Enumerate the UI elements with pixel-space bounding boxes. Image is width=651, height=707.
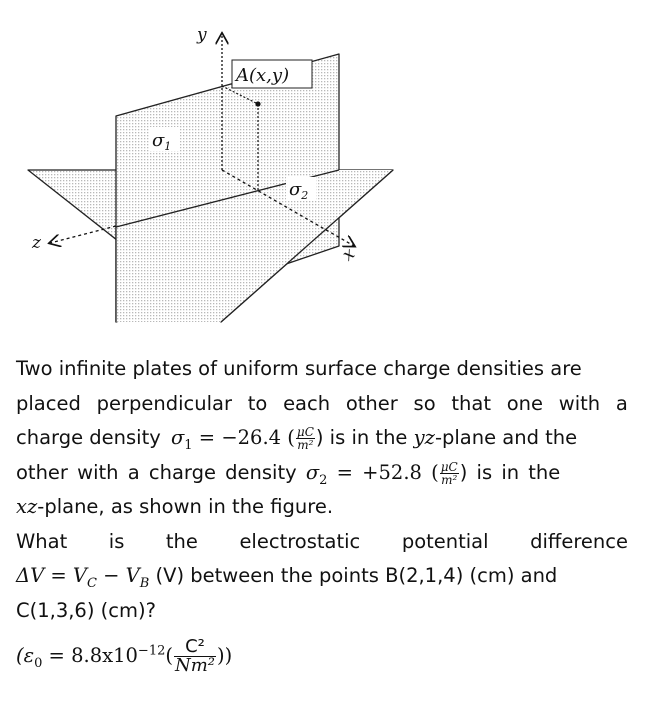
unit-numerator: μC xyxy=(440,459,458,474)
word: electrostatic xyxy=(239,529,361,553)
word: to xyxy=(247,391,268,415)
delta-v-expression-cont: − V xyxy=(96,564,140,587)
delta-v-expression: ΔV = V xyxy=(16,564,87,587)
word: each xyxy=(283,391,331,415)
x-axis-label: x xyxy=(338,243,359,266)
problem-line-9 xyxy=(16,638,628,675)
epsilon-exponent: −12 xyxy=(137,643,166,659)
sigma1-symbol: σ xyxy=(170,426,185,449)
text-segment: charge density xyxy=(16,426,161,449)
word: potential xyxy=(401,529,489,553)
sigma1-value: = −26.4 ( xyxy=(192,426,295,449)
unit-fraction-2 xyxy=(440,461,459,486)
unit-numerator: μC xyxy=(296,425,314,439)
z-axis-label: z xyxy=(32,233,41,253)
vb-sub: B xyxy=(139,575,150,591)
problem-line-2 xyxy=(16,387,628,422)
unit-numerator: C² xyxy=(174,638,216,657)
problem-line-8: C(1,3,6) (cm)? xyxy=(16,598,156,622)
word: is xyxy=(108,529,125,553)
word: placed xyxy=(16,391,81,415)
word: so xyxy=(413,391,436,415)
unit-denominator: m² xyxy=(297,438,314,452)
sigma1-label: $\sigma_1$ xyxy=(152,130,172,153)
problem-line-5 xyxy=(16,490,628,525)
word: other xyxy=(345,391,398,415)
word: with xyxy=(558,391,601,415)
text-segment: ) is in the xyxy=(315,426,408,449)
problem-line-7 xyxy=(16,559,628,594)
unit-fraction-1 xyxy=(296,426,315,451)
sigma1-subscript: 1 xyxy=(164,140,172,153)
problem-line-3 xyxy=(16,421,628,456)
point-a xyxy=(255,101,260,106)
problem-statement xyxy=(16,352,628,675)
word: the xyxy=(165,529,198,553)
epsilon-paren: ( xyxy=(165,644,173,667)
word: perpendicular xyxy=(96,391,232,415)
sigma2-label: $\sigma_2$ xyxy=(289,179,309,202)
point-a-label: A(x,y) xyxy=(236,65,290,86)
word: that xyxy=(451,391,491,415)
epsilon-unit-fraction xyxy=(174,638,216,675)
y-axis-label: y xyxy=(197,25,207,45)
plane-xz: xz xyxy=(16,495,38,518)
epsilon-open: (ε xyxy=(16,644,35,667)
sigma2-subscript: 2 xyxy=(301,189,309,202)
epsilon-value: = 8.8x10 xyxy=(42,644,138,667)
plane-yz: yz xyxy=(413,426,435,449)
problem-line-6 xyxy=(16,525,628,560)
unit-denominator: m² xyxy=(441,472,458,487)
text-segment: -plane and the xyxy=(434,426,578,449)
problem-line-1: Two infinite plates of uniform surface charge densities are xyxy=(16,357,582,380)
text-segment: (V) between the points B(2,1,4) (cm) and xyxy=(149,564,558,587)
word: What xyxy=(16,529,68,553)
sigma2-sub: 2 xyxy=(319,472,328,488)
unit-denominator: Nm² xyxy=(174,655,216,676)
sigma1-sub: 1 xyxy=(184,437,193,453)
problem-line-4 xyxy=(16,456,628,491)
vc-sub: C xyxy=(86,575,97,591)
sigma2-value: = +52.8 ( xyxy=(327,460,439,484)
coordinate-planes-figure xyxy=(0,0,651,340)
epsilon-sub: 0 xyxy=(34,655,43,671)
word: difference xyxy=(530,529,628,553)
text-segment: ) is in the xyxy=(459,460,561,484)
sigma2-symbol: σ xyxy=(305,460,320,484)
text-segment: other with a charge density xyxy=(16,460,297,484)
epsilon-close: )) xyxy=(217,644,233,667)
word: a xyxy=(615,391,628,415)
word: one xyxy=(506,391,544,415)
text-segment: -plane, as shown in the figure. xyxy=(37,495,334,518)
